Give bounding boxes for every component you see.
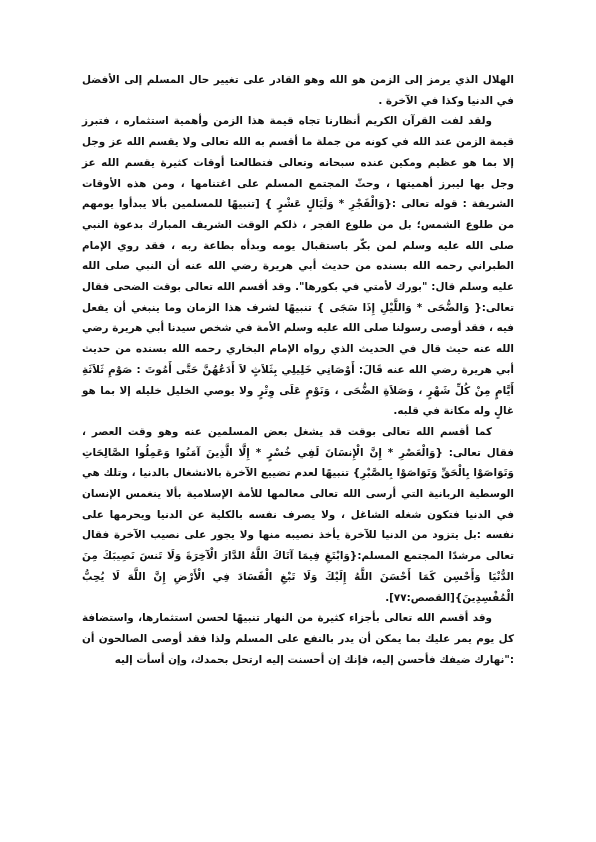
paragraph-3: كما أقسم الله تعالى بوقت قد يشغل بعض المسلمين عنه وهو وقت العصر ، فقال تعالى: {وَالْعَصْرِ * إِنَّ الْإِنسَانَ لَفِي خُسْرٍ * إِلَّا الَّذِينَ آمَنُوا وَعَمِلُوا الصَّالِحَاتِ وَتَوَاصَوْا بِالْحَقِّ وَتَوَاصَوْا بِالصَّبْرِ} تنبيهًا لعدم تضييع الآخرة بالانشغال بالدنيا ، وتلك هي الوسطية الربانية التي أرسى الله تعالى معالمها للأمة الإسلامية بألا ينغمس الإنسان في الدنيا فتكون شغله الشاغل ، ولا يصرف نفسه بالكلية عن الدنيا ويحرمها على نفسه :بل يتزود من الدنيا للآخرة يأخذ نصيبه منها ولا يجور على نصيب الآخرة فقال تعالى مرشدًا المجتمع المسلم:{وَابْتَغِ فِيمَا آتَاكَ اللَّهُ الدَّارَ الْآخِرَةَ وَلَا تَنسَ نَصِيبَكَ مِنَ الدُّنْيَا وَأَحْسِن كَمَا أَحْسَنَ اللَّهُ إِلَيْكَ وَلَا تَبْغِ الْفَسَادَ فِي الْأَرْضِ إِنَّ اللَّهَ لَا يُحِبُّ الْمُفْسِدِينَ}[القصص:٧٧].: [82, 425, 514, 604]
paragraph-4: وقد أقسم الله تعالى بأجزاء كثيرة من النهار تنبيهًا لحسن استثمارها، واستضافة كل يوم يمر عليك بما يمكن أن يدر بالنفع على المسلم ولذا فقد أوصى الصالحون أن :"نهارك ضيفك فأحسن إليه، فإنك إن أحسنت إليه ارتحل بحمدك، وإن أسأت إليه: [82, 612, 514, 666]
paragraph-1: الهلال الذي يرمز إلى الزمن هو الله وهو القادر على تغيير حال المسلم إلى الأفضل في الدنيا وكذا في الآخرة .: [82, 74, 514, 107]
paragraph-2: ولقد لفت القرآن الكريم أنظارنا تجاه قيمة هذا الزمن وأهمية استثماره ، فتبرز قيمة الزمن عند الله في كونه من جملة ما أقسم به الله تعالى ولا يقسم الله عز وجل إلا بما هو عظيم ومكين عنده سبحانه وتعالى فتطالعنا أوقات كثيرة يقسم الله عز وجل بها ليبرز أهميتها ، وحثّ المجتمع المسلم على اغتنامها ، ومن هذه الأوقات الشريفة : قوله تعالى :{وَالْفَجْرِ * وَلَيَالٍ عَشْرٍ } [تنبيهًا للمسلمين بألا يبدأوا يومهم من طلوع الشمس؛ بل من طلوع الفجر ، ذلكم الوقت الشريف المبارك بدعوة النبي صلى الله عليه وسلم لمن بكّر باستقبال يومه وبدأه بطاعة ربه ، فقد روي الإمام الطبراني رحمه الله بسنده من حديث أبي هريرة رضي الله عنه أن النبي صلى الله عليه وسلم قال: "بورك لأمتي في بكورها". وقد أقسم الله تعالى بوقت الضحى فقال تعالى:{ وَالضُّحَى * وَاللَّيْلِ إِذَا سَجَى } تنبيهًا لشرف هذا الزمان وما ينبغي أن يفعل فيه ، فقد أوصى رسولنا صلى الله عليه وسلم الأمة في شخص سيدنا أبي هريرة رضي الله عنه حيث قال في الحديث الذي رواه الإمام البخاري رحمه الله بسنده من حديث أبي هريرة رضي الله عنه قَالَ: أَوْصَانِي خَلِيلِي بِثَلاَثٍ لاَ أَدَعُهُنَّ حَتَّى أَمُوتَ : صَوْمِ ثَلاَثَةِ أَيَّامٍ مِنْ كُلِّ شَهْرٍ ، وَصَلاَةِ الضُّحَى ، وَنَوْمٍ عَلَى وِتْرٍ ولا يوصي الخليل خليله إلا بما هو غالٍ وله مكانة في قلبه.: [82, 115, 514, 418]
document-body: [82, 70, 514, 670]
